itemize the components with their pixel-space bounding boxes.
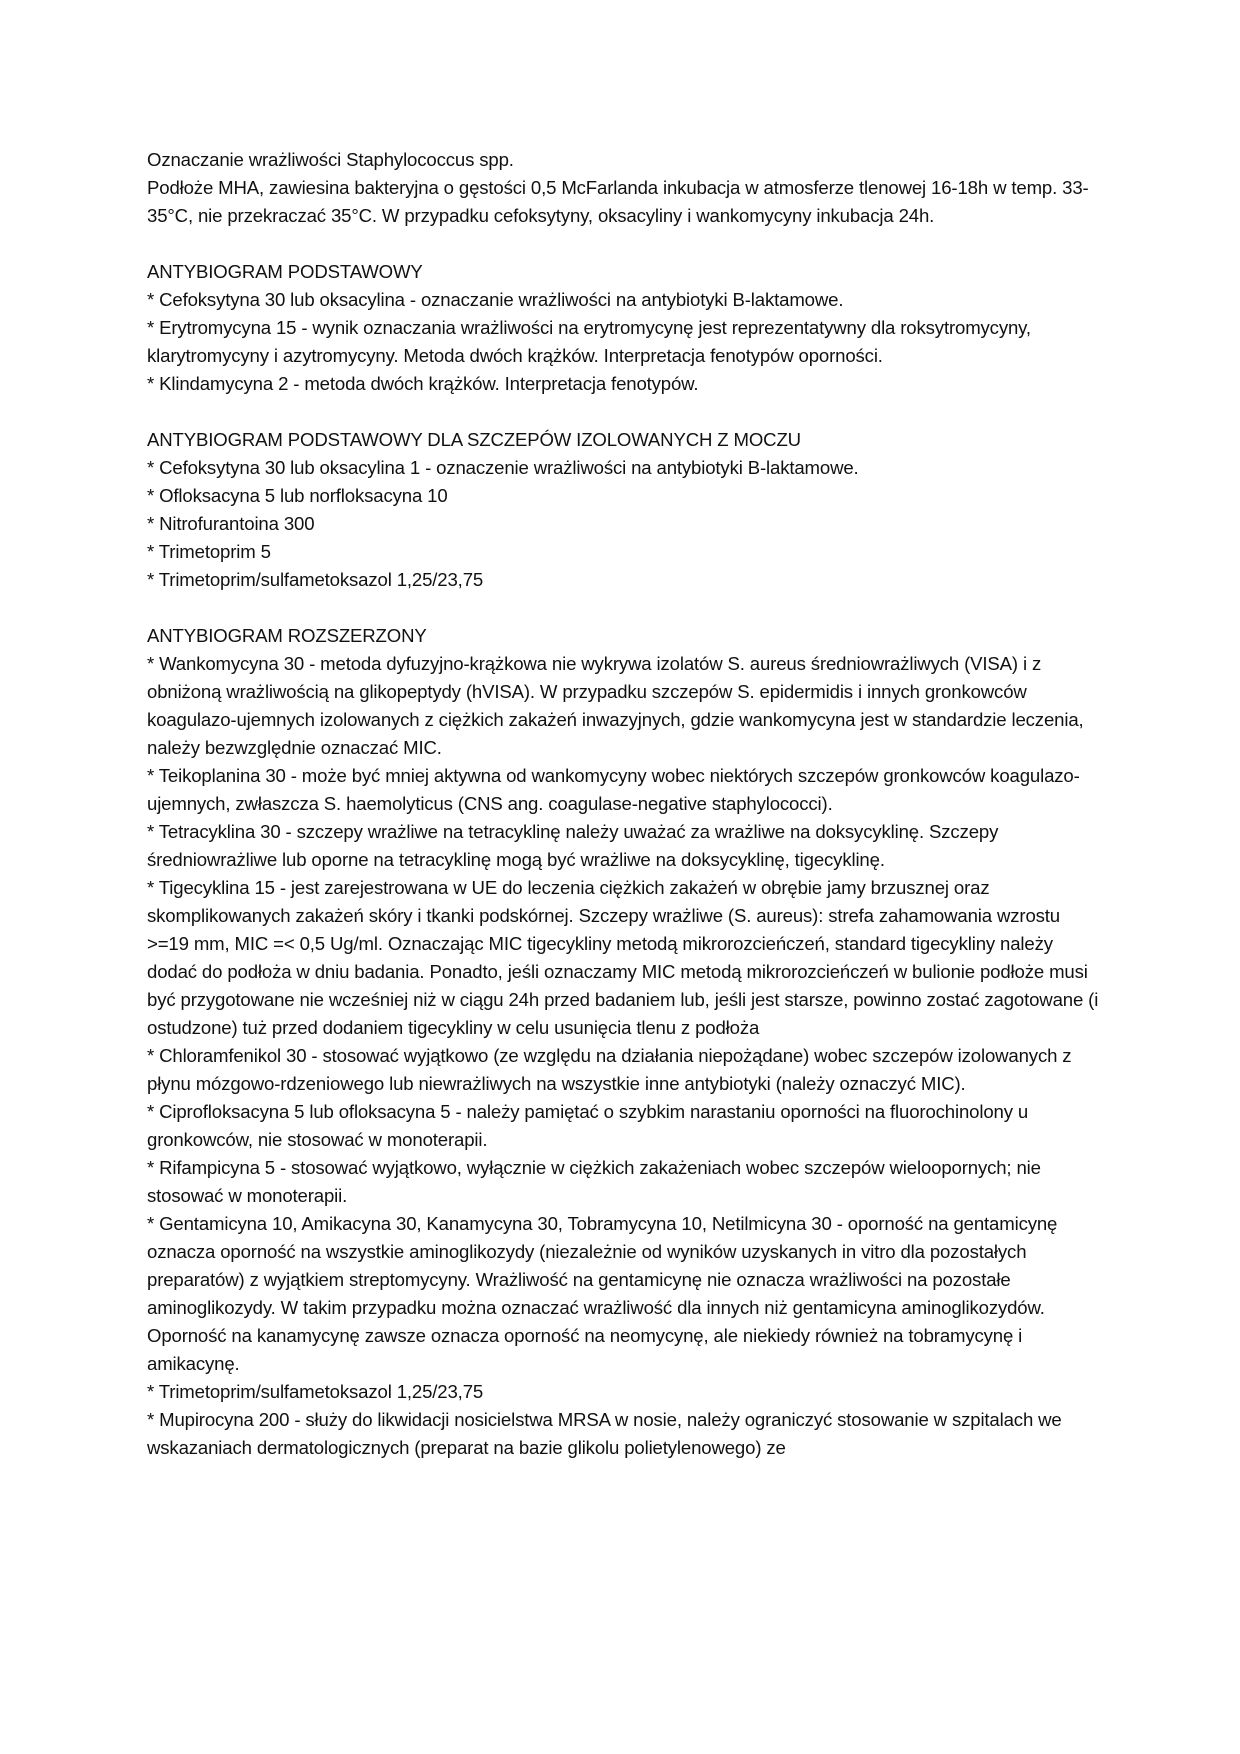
spacer — [147, 398, 1102, 426]
spacer — [147, 230, 1102, 258]
list-item: * Tigecyklina 15 - jest zarejestrowana w UE do leczenia ciężkich zakażeń w obrębie jamy brzusznej oraz skomplikowanych zakażeń skóry i tkanki podskórnej. Szczepy wrażliwe (S. aureus): strefa zahamowania wzrostu >=19 mm, MIC =< 0,5 Ug/ml. Oznaczając MIC tigecykliny metodą mikrorozcieńczeń, standard tigecykliny należy dodać do podłoża w dniu badania. Ponadto, jeśli oznaczamy MIC metodą mikrorozcieńczeń w bulionie podłoże musi być przygotowane nie wcześniej niż w ciągu 24h przed badaniem lub, jeśli jest starsze, powinno zostać zagotowane (i ostudzone) tuż przed dodaniem tigecykliny w celu usunięcia tlenu z podłoża — [147, 877, 1099, 1038]
list-item: * Trimetoprim 5 — [147, 541, 271, 562]
list-item: * Ofloksacyna 5 lub norfloksacyna 10 — [147, 485, 448, 506]
list-item: * Klindamycyna 2 - metoda dwóch krążków. Interpretacja fenotypów. — [147, 373, 699, 394]
list-item: * Wankomycyna 30 - metoda dyfuzyjno-krążkowa nie wykrywa izolatów S. aureus średniowrażliwych (VISA) i z obniżoną wrażliwością na glikopeptydy (hVISA). W przypadku szczepów S. epidermidis i innych gronkowców koagulazo-ujemnych izolowanych z ciężkich zakażeń inwazyjnych, gdzie wankomycyna jest w standardzie leczenia, należy bezwzględnie oznaczać MIC. — [147, 653, 1084, 758]
list-item: * Erytromycyna 15 - wynik oznaczania wrażliwości na erytromycynę jest reprezentatywny dla roksytromycyny, klarytromycyny i azytromycyny. Metoda dwóch krążków. Interpretacja fenotypów oporności. — [147, 317, 1031, 366]
list-item: * Rifampicyna 5 - stosować wyjątkowo, wyłącznie w ciężkich zakażeniach wobec szczepów wieloopornych; nie stosować w monoterapii. — [147, 1157, 1041, 1206]
list-item: * Nitrofurantoina 300 — [147, 513, 315, 534]
list-item: * Mupirocyna 200 - służy do likwidacji nosicielstwa MRSA w nosie, należy ograniczyć stosowanie w szpitalach we wskazaniach dermatologicznych (preparat na bazie glikolu polietylenowego) ze — [147, 1409, 1062, 1458]
section-heading-extended: ANTYBIOGRAM ROZSZERZONY — [147, 625, 427, 646]
list-item: * Teikoplanina 30 - może być mniej aktywna od wankomycyny wobec niektórych szczepów gronkowców koagulazo-ujemnych, zwłaszcza S. haemolyticus (CNS ang. coagulase-negative staphylococci). — [147, 765, 1080, 814]
document-title: Oznaczanie wrażliwości Staphylococcus spp. — [147, 149, 514, 170]
section-heading-urine: ANTYBIOGRAM PODSTAWOWY DLA SZCZEPÓW IZOLOWANYCH Z MOCZU — [147, 429, 801, 450]
list-item: * Cefoksytyna 30 lub oksacylina - oznaczanie wrażliwości na antybiotyki B-laktamowe. — [147, 289, 844, 310]
list-item: * Ciprofloksacyna 5 lub ofloksacyna 5 - należy pamiętać o szybkim narastaniu oporności na fluorochinolony u gronkowców, nie stosować w monoterapii. — [147, 1101, 1029, 1150]
list-item: * Trimetoprim/sulfametoksazol 1,25/23,75 — [147, 1381, 484, 1402]
intro-paragraph: Podłoże MHA, zawiesina bakteryjna o gęstości 0,5 McFarlanda inkubacja w atmosferze tlenowej 16-18h w temp. 33-35°C, nie przekraczać 35°C. W przypadku cefoksytyny, oksacyliny i wankomycyny inkubacja 24h. — [147, 177, 1089, 226]
list-item: * Gentamicyna 10, Amikacyna 30, Kanamycyna 30, Tobramycyna 10, Netilmicyna 30 - oporność na gentamicynę oznacza oporność na wszystkie aminoglikozydy (niezależnie od wyników uzyskanych in vitro dla pozostałych preparatów) z wyjątkiem streptomycyny. Wrażliwość na gentamicynę nie oznacza wrażliwości na pozostałe aminoglikozydy. W takim przypadku można oznaczać wrażliwość dla innych niż gentamicyna aminoglikozydów. Oporność na kanamycynę zawsze oznacza oporność na neomycynę, ale niekiedy również na tobramycynę i amikacynę. — [147, 1213, 1058, 1374]
list-item: * Tetracyklina 30 - szczepy wrażliwe na tetracyklinę należy uważać za wrażliwe na doksycyklinę. Szczepy średniowrażliwe lub oporne na tetracyklinę mogą być wrażliwe na doksycyklinę, tigecyklinę. — [147, 821, 999, 870]
spacer — [147, 594, 1102, 622]
list-item: * Chloramfenikol 30 - stosować wyjątkowo (ze względu na działania niepożądane) wobec szczepów izolowanych z płynu mózgowo-rdzeniowego lub niewrażliwych na wszystkie inne antybiotyki (należy oznaczyć MIC). — [147, 1045, 1072, 1094]
list-item: * Cefoksytyna 30 lub oksacylina 1 - oznaczenie wrażliwości na antybiotyki B-laktamowe. — [147, 457, 859, 478]
document-page — [147, 146, 1102, 1462]
list-item: * Trimetoprim/sulfametoksazol 1,25/23,75 — [147, 569, 484, 590]
section-heading-basic: ANTYBIOGRAM PODSTAWOWY — [147, 261, 423, 282]
